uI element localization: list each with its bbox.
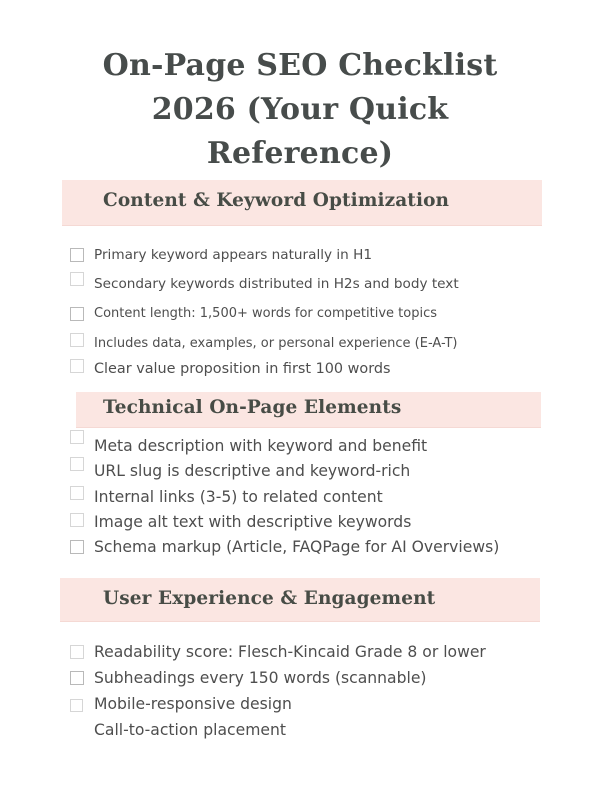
- checklist-item-label: Internal links (3-5) to related content: [94, 488, 383, 506]
- checkbox[interactable]: [70, 272, 84, 286]
- checklist-item-label: Clear value proposition in first 100 words: [94, 361, 391, 377]
- page-title-line-1: On-Page SEO Checklist: [102, 48, 498, 83]
- page-title-line-3: Reference): [206, 136, 394, 171]
- checkbox[interactable]: [70, 645, 84, 659]
- checkbox[interactable]: [70, 333, 84, 347]
- checklist-item-label: Image alt text with descriptive keywords: [94, 513, 412, 531]
- checklist-item-label: Schema markup (Article, FAQPage for AI Overviews): [94, 538, 500, 556]
- checkbox[interactable]: [70, 513, 84, 527]
- section-heading-technical: Technical On-Page Elements: [103, 397, 402, 418]
- checklist-item-label: Meta description with keyword and benefit: [94, 437, 428, 455]
- checklist-item-label: Readability score: Flesch-Kincaid Grade 8 or lower: [94, 643, 486, 661]
- page-title: [0, 44, 600, 176]
- checklist-item-label: Includes data, examples, or personal experience (E-A-T): [94, 335, 458, 351]
- checklist-item-label: URL slug is descriptive and keyword-rich: [94, 462, 411, 480]
- checkbox[interactable]: [70, 307, 84, 321]
- checklist-item-label: Secondary keywords distributed in H2s and body text: [94, 276, 459, 292]
- checkbox[interactable]: [70, 540, 84, 554]
- section-heading-content-keyword: Content & Keyword Optimization: [103, 190, 450, 211]
- checkbox[interactable]: [70, 457, 84, 471]
- page-title-line-2: 2026 (Your Quick: [151, 92, 449, 127]
- checklist-item-label: Subheadings every 150 words (scannable): [94, 669, 427, 687]
- checkbox[interactable]: [70, 699, 83, 712]
- checklist-item-label: Primary keyword appears naturally in H1: [94, 247, 372, 263]
- checkbox[interactable]: [70, 486, 84, 500]
- section-heading-ux-engagement: User Experience & Engagement: [103, 588, 436, 609]
- checkbox[interactable]: [70, 430, 84, 444]
- checkbox[interactable]: [70, 671, 84, 685]
- checklist-item-label: Mobile-responsive design: [94, 695, 292, 713]
- checklist-item-label: Content length: 1,500+ words for competitive topics: [94, 305, 437, 321]
- checkbox[interactable]: [70, 359, 84, 373]
- checkbox[interactable]: [70, 248, 84, 262]
- checklist-item-label: Call-to-action placement: [94, 721, 286, 739]
